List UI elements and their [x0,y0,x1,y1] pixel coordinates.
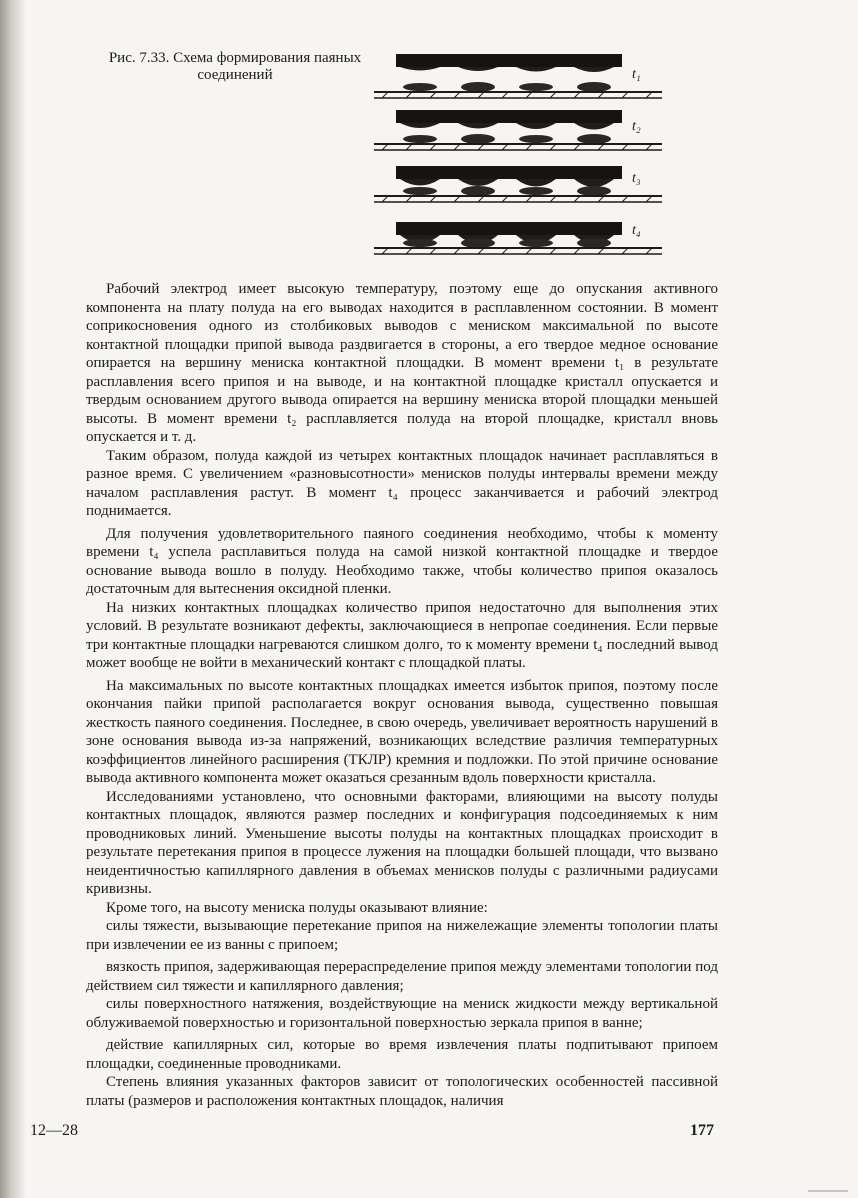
contact-pad-3-2 [461,186,495,196]
solder-bump-2-4 [574,123,614,130]
solder-bump-1-2 [458,67,498,71]
list-item-2: вязкость припоя, задерживающая перераспределение припоя между элементами топологии под действием сил тяжести и капиллярного давления; [86,959,718,994]
contact-pad-2-3 [519,135,553,143]
crystal-stage-4 [396,222,622,235]
body-text [86,280,718,1110]
paragraph-5: На максимальных по высоте контактных площадках имеется избыток припоя, поэтому после окончания пайки припой располагается вокруг основания вывода, существенно повышая жесткость паяного соединения. Последнее, в свою очередь, увеличивает вероятность нарушений в зоне основания вывода из-за напряжений, возникающих вследствие различия температурных коэффициентов линейного расширения (ТКЛР) кремния и подложки. По этой причине основание вывода активного компонента может оказаться срезанным вдоль поверхности кристалла. [86,677,718,786]
time-label-2: t₂ [632,119,641,134]
paragraph-2: Таким образом, полуда каждой из четырех контактных площадок начинает расплавляться в разное время. С увеличением «разновысотности» менисков полуды интервалы времени между началом расплавления растут. В момент t₄ процесс заканчивается и рабочий электрод поднимается. [86,447,718,519]
list-item-1: силы тяжести, вызывающие перетекание припоя на нижележащие элементы топологии платы при извлечении ее из ванны с припоем; [86,918,718,953]
contact-pad-2-4 [577,134,611,144]
time-label-4: t₄ [632,223,641,238]
contact-pad-4-2 [461,238,495,248]
figure-caption: Рис. 7.33. Схема формирования паяных соединений [108,50,362,83]
time-label-1: t₁ [632,67,641,82]
solder-bump-2-1 [400,123,440,128]
contact-pad-1-3 [519,83,553,91]
soldering-diagram-svg [368,48,668,262]
crystal-stage-2 [396,110,622,123]
contact-pad-3-4 [577,186,611,196]
paragraph-8: Степень влияния указанных факторов зависит от топологических особенностей пассивной платы (размеров и расположения контактных площадок, наличия [86,1074,718,1109]
time-label-3: t₃ [632,171,641,186]
paragraph-7: Кроме того, на высоту мениска полуды оказывают влияние: [106,899,488,916]
list-item-3: силы поверхностного натяжения, воздействующие на мениск жидкости между вертикальной облуживаемой поверхностью и горизонтальной поверхностью зеркала припоя в ванне; [86,996,718,1031]
paragraph-1: Рабочий электрод имеет высокую температуру, поэтому еще до опускания активного компонента на плату полуда на его выводах находится в расплавленном состоянии. В момент соприкосновения одного из столбиковых выводов с мениском максимальной по высоте контактной площадки припой вывода раздвигается в стороны, а его твердое медное основание опирается на вершину мениска контактной площадки. В момент времени t₁ в результате расплавления всего припоя и на выводе, и на контактной площадке кристалл опускается и твердым основанием другого вывода опирается на вершину мениска второй площадки меньшей высоты. В момент времени t₂ расплавляется полуда на второй площадке, кристалл вновь опускается и т. д. [86,281,718,445]
solder-bump-3-2 [458,179,498,186]
solder-bump-1-4 [574,67,614,72]
solder-bump-3-3 [516,179,556,187]
contact-pad-4-3 [519,239,553,247]
solder-bump-1-3 [516,67,556,72]
paragraph-4: На низких контактных площадках количество припоя недостаточно для выполнения этих условий. В результате возникают дефекты, заключающиеся в непропае соединения. Если первые три контактные площадки нагреваются слишком долго, то к моменту времени t₄ последний вывод может вообще не войти в механический контакт с площадкой платы. [86,599,718,671]
contact-pad-3-3 [519,187,553,195]
contact-pad-4-4 [577,238,611,248]
contact-pad-2-2 [461,134,495,144]
printer-signature: 12—28 [30,1122,78,1139]
page-number: 177 [690,1122,714,1139]
solder-bump-2-2 [458,123,498,129]
contact-pad-2-1 [403,135,437,143]
list-item-4: действие капиллярных сил, которые во время извлечения платы подпитывают припоем площадки, соединенные проводниками. [86,1037,718,1072]
contact-pad-1-1 [403,83,437,91]
contact-pad-3-1 [403,187,437,195]
crystal-stage-1 [396,54,622,67]
paragraph-3: Для получения удовлетворительного паяного соединения необходимо, чтобы к моменту времени t₄ успела расплавиться полуда на самой низкой контактной площадке и твердое основание вывода вошло в полуду. Необходимо также, чтобы количество припоя оказалось достаточным для вытеснения оксидной пленки. [86,525,718,597]
soldering-diagram [368,48,668,262]
crystal-stage-3 [396,166,622,179]
solder-bump-3-1 [400,179,440,186]
solder-bump-2-3 [516,123,556,129]
contact-pad-4-1 [403,239,437,247]
contact-pad-1-2 [461,82,495,92]
solder-bump-3-4 [574,179,614,187]
paragraph-6: Исследованиями установлено, что основными факторами, влияющими на высоту полуды контактных площадок, являются размер последних и конфигурация подсоединяемых к ним проводниковых линий. Уменьшение высоты полуды на контактных площадках происходит в результате перетекания припоя в процессе лужения на площадки большей площади, что вызвано неидентичностью капиллярного давления в объемах менисков полуды с различными радиусами кривизны. [86,788,718,897]
solder-bump-1-1 [400,67,440,71]
contact-pad-1-4 [577,82,611,92]
scan-mark [808,1190,848,1192]
page-spine-shadow [0,0,26,1198]
